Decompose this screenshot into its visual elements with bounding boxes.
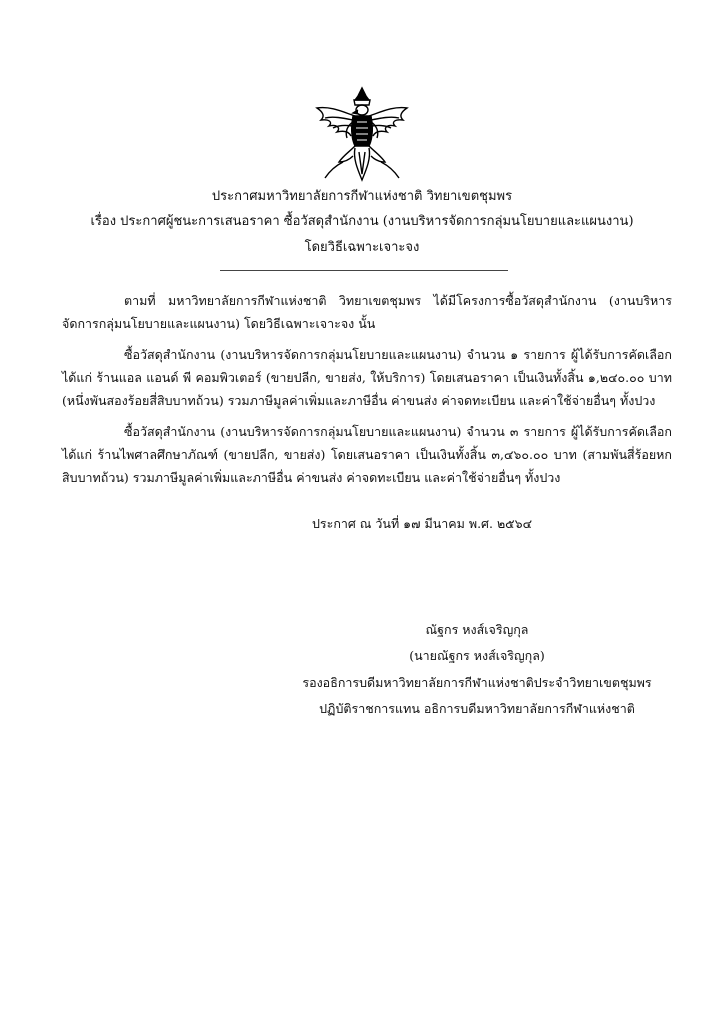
announcement-subject: เรื่อง ประกาศผู้ชนะการเสนอราคา ซื้อวัสดุสำนักงาน (งานบริหารจัดการกลุ่มนโยบายและแผนงาน) bbox=[90, 214, 634, 229]
award-paragraph-2 bbox=[62, 420, 672, 489]
intro-text: ตามที่ มหาวิทยาลัยการกีฬาแห่งชาติ วิทยาเขตชุมพร ได้มีโครงการซื้อวัสดุสำนักงาน (งานบริหารจัดการกลุ่มนโยบายและแผนงาน) โดยวิธีเฉพาะเจาะจง นั้น bbox=[62, 293, 672, 331]
garuda-emblem-icon bbox=[303, 86, 421, 182]
signatory-acting-for: ปฏิบัติราชการแทน อธิการบดีมหาวิทยาลัยการกีฬาแห่งชาติ bbox=[319, 701, 635, 716]
award-text-2: ซื้อวัสดุสำนักงาน (งานบริหารจัดการกลุ่มนโยบายและแผนงาน) จำนวน ๓ รายการ ผู้ได้รับการคัดเลือก ได้แก่ ร้านไพศาลศึกษาภัณฑ์ (ขายปลีก, ขายส่ง) โดยเสนอราคา เป็นเงินทั้งสิ้น ๓,๔๖๐.๐๐ บาท (สามพันสี่ร้อยหกสิบบาทถ้วน) รวมภาษีมูลค่าเพิ่มและภาษีอื่น ค่าขนส่ง ค่าจดทะเบียน และค่าใช้จ่ายอื่นๆ ทั้งปวง bbox=[62, 424, 672, 485]
announcement-method: โดยวิธีเฉพาะเจาะจง bbox=[304, 240, 420, 255]
signatory-full-name: (นายณัฐกร หงส์เจริญกุล) bbox=[409, 648, 545, 663]
intro-paragraph bbox=[62, 289, 672, 335]
signature-name: ณัฐกร หงส์เจริญกุล bbox=[425, 622, 529, 637]
header-divider bbox=[220, 270, 508, 271]
award-paragraph-1 bbox=[62, 343, 672, 412]
announcement-title: ประกาศมหาวิทยาลัยการกีฬาแห่งชาติ วิทยาเขตชุมพร bbox=[211, 189, 513, 204]
signatory-position: รองอธิการบดีมหาวิทยาลัยการกีฬาแห่งชาติประจำวิทยาเขตชุมพร bbox=[302, 675, 652, 690]
award-text-1: ซื้อวัสดุสำนักงาน (งานบริหารจัดการกลุ่มนโยบายและแผนงาน) จำนวน ๑ รายการ ผู้ได้รับการคัดเลือก ได้แก่ ร้านแอล แอนด์ พี คอมพิวเตอร์ (ขายปลีก, ขายส่ง, ให้บริการ) โดยเสนอราคา เป็นเงินทั้งสิ้น ๑,๒๔๐.๐๐ บาท (หนึ่งพันสองร้อยสี่สิบบาทถ้วน) รวมภาษีมูลค่าเพิ่มและภาษีอื่น ค่าขนส่ง ค่าจดทะเบียน และค่าใช้จ่ายอื่นๆ ทั้งปวง bbox=[62, 347, 672, 408]
announce-date: ประกาศ ณ วันที่ ๑๗ มีนาคม พ.ศ. ๒๕๖๔ bbox=[311, 516, 533, 531]
